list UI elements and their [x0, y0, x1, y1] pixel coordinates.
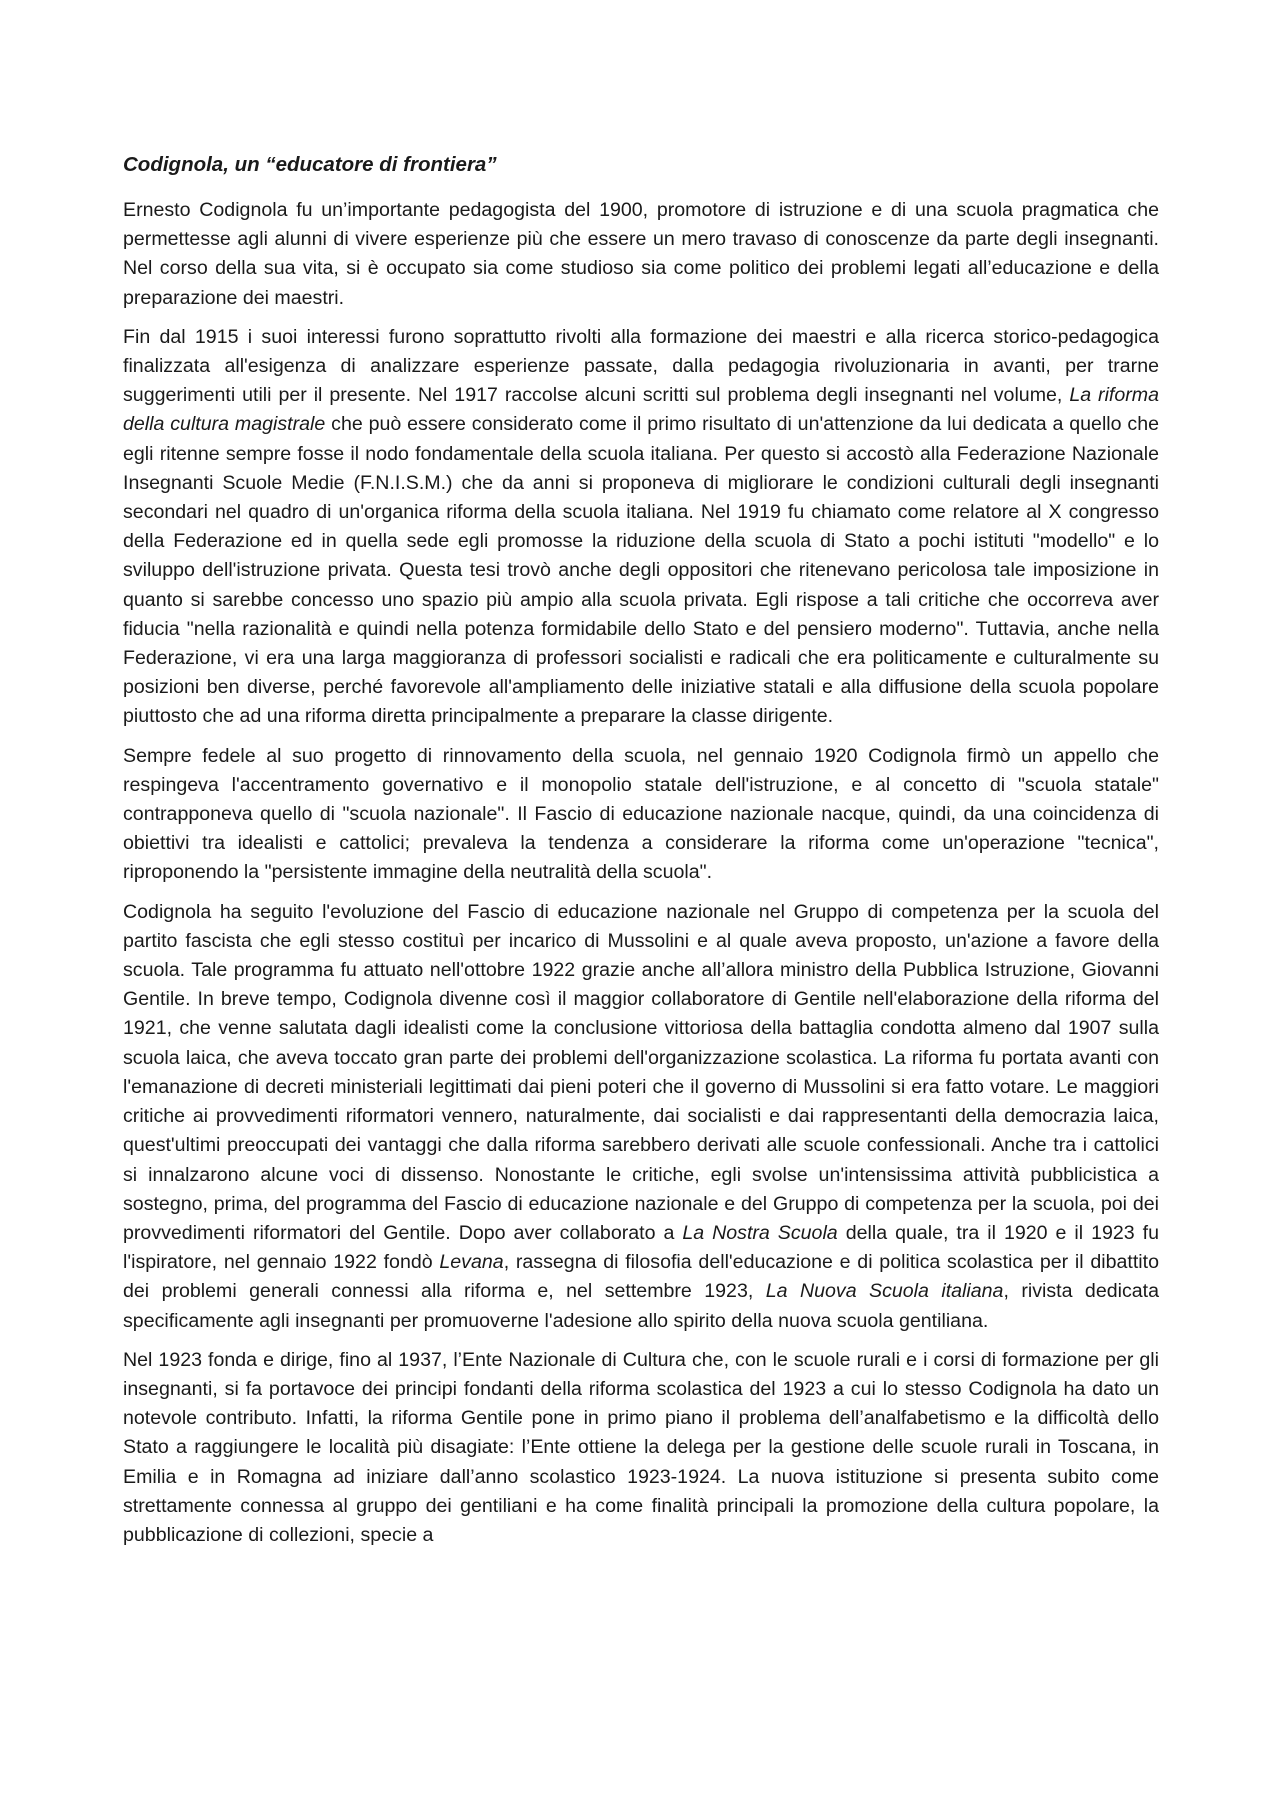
document-title: Codignola, un “educatore di frontiera” [123, 153, 497, 176]
italic-title-text: La riforma della cultura magistrale [123, 384, 1160, 436]
italic-title-text: La Nostra Scuola [682, 1221, 838, 1244]
paragraph-text: , rassegna di filosofia dell'educazione e di politica scolastica per il dibattito dei problemi generali connessi alla riforma e, nel settembre 1923, [123, 1251, 1159, 1303]
italic-title-text: La Nuova Scuola italiana [765, 1280, 1004, 1303]
paragraph-4 [123, 898, 1159, 1336]
paragraph-text: Ernesto Codignola fu un’importante pedagogista del 1900, promotore di istruzione e di una scuola pragmatica che permettesse agli alunni di vivere esperienze più che essere un mero travaso di conoscenze da parte degli insegnanti. Nel corso della sua vita, si è occupato sia come studioso sia come politico dei problemi legati all’educazione e della preparazione dei maestri. [123, 199, 1159, 309]
paragraph-text: Nel 1923 fonda e dirige, fino al 1937, l’Ente Nazionale di Cultura che, con le scuole rurali e i corsi di formazione per gli insegnanti, si fa portavoce dei principi fondanti della riforma scolastica del 1923 a cui lo stesso Codignola ha dato un notevole contributo. Infatti, la riforma Gentile pone in primo piano il problema dell’analfabetismo e la difficoltà dello Stato a raggiungere le località più disagiate: l’Ente ottiene la delega per la gestione delle scuole rurali in Toscana, in Emilia e in Romagna ad iniziare dall’anno scolastico 1923-1924. La nuova istituzione si presenta subito come strettamente connessa al gruppo dei gentiliani e ha come finalità principali la promozione della cultura popolare, la pubblicazione di collezioni, specie a [123, 1348, 1159, 1546]
paragraph-1 [123, 196, 1159, 313]
paragraph-text: della quale, tra il 1920 e il 1923 fu l'ispiratore, nel gennaio 1922 fondò [123, 1221, 1159, 1274]
paragraph-text: che può essere considerato come il primo risultato di un'attenzione da lui dedicata a quello che egli ritenne sempre fosse il nodo fondamentale della scuola italiana. Per questo si accostò alla Federazione Nazionale Insegnanti Scuole Medie (F.N.I.S.M.) che da anni si proponeva di migliorare le condizioni culturali degli insegnanti secondari nel quadro di un'organica riforma della scuola italiana. Nel 1919 fu chiamato come relatore al X congresso della Federazione ed in quella sede egli promosse la riduzione della scuola di Stato a pochi istituti "modello" e lo sviluppo dell'istruzione privata. Questa tesi trovò anche degli oppositori che ritenevano pericolosa tale imposizione in quanto si sarebbe concesso uno spazio più ampio alla scuola privata. Egli rispose a tali critiche che occorreva aver fiducia "nella razionalità e quindi nella potenza formidabile dello Stato e del pensiero moderno". Tuttavia, anche nella Federazione, vi era una larga maggioranza di professori socialisti e radicali che era politicamente e culturalmente su posizioni ben diverse, perché favorevole all'ampliamento delle iniziative statali e alla diffusione della scuola popolare piuttosto che ad una riforma diretta principalmente a preparare la classe dirigente. [123, 413, 1159, 728]
paragraph-text: Codignola ha seguito l'evoluzione del Fascio di educazione nazionale nel Gruppo di competenza per la scuola del partito fascista che egli stesso costituì per incarico di Mussolini e al quale aveva proposto, un'azione a favore della scuola. Tale programma fu attuato nell'ottobre 1922 grazie anche all’allora ministro della Pubblica Istruzione, Giovanni Gentile. In breve tempo, Codignola divenne così il maggior collaboratore di Gentile nell'elaborazione della riforma del 1921, che venne salutata dagli idealisti come la conclusione vittoriosa della battaglia condotta almeno dal 1907 sulla scuola laica, che aveva toccato gran parte dei problemi dell'organizzazione scolastica. La riforma fu portata avanti con l'emanazione di decreti ministeriali legittimati dai pieni poteri che il governo di Mussolini si era fatto votare. Le maggiori critiche ai provvedimenti riformatori vennero, naturalmente, dai socialisti e dai rappresentanti della democrazia laica, quest'ultimi preoccupati dei vantaggi che dalla riforma sarebbero derivati alle scuole confessionali. Anche tra i cattolici si innalzarono alcune voci di dissenso. Nonostante le critiche, egli svolse un'intensissima attività pubblicistica a sostegno, prima, del programma del Fascio di educazione nazionale e del Gruppo di competenza per la scuola, poi dei provvedimenti riformatori del Gentile. Dopo aver collaborato a [123, 900, 1159, 1244]
paragraph-5 [123, 1346, 1159, 1550]
document-page [123, 150, 1159, 1560]
paragraph-3 [123, 742, 1159, 888]
paragraph-text: Fin dal 1915 i suoi interessi furono soprattutto rivolti alla formazione dei maestri e alla ricerca storico-pedagogica finalizzata all'esigenza di analizzare esperienze passate, dalla pedagogia rivoluzionaria in avanti, per trarne suggerimenti utili per il presente. Nel 1917 raccolse alcuni scritti sul problema degli insegnanti nel volume, [123, 325, 1159, 407]
document-body [123, 196, 1159, 1550]
italic-title-text: Levana [439, 1251, 504, 1274]
paragraph-2 [123, 323, 1159, 732]
paragraph-text: , rivista dedicata specificamente agli insegnanti per promuoverne l'adesione allo spirito della nuova scuola gentiliana. [123, 1280, 1159, 1332]
paragraph-text: Sempre fedele al suo progetto di rinnovamento della scuola, nel gennaio 1920 Codignola firmò un appello che respingeva l'accentramento governativo e il monopolio statale dell'istruzione, e al concetto di "scuola statale" contrapponeva quello di "scuola nazionale". Il Fascio di educazione nazionale nacque, quindi, da una coincidenza di obiettivi tra idealisti e cattolici; prevaleva la tendenza a considerare la riforma come un'operazione "tecnica", riproponendo la "persistente immagine della neutralità della scuola". [123, 744, 1159, 884]
